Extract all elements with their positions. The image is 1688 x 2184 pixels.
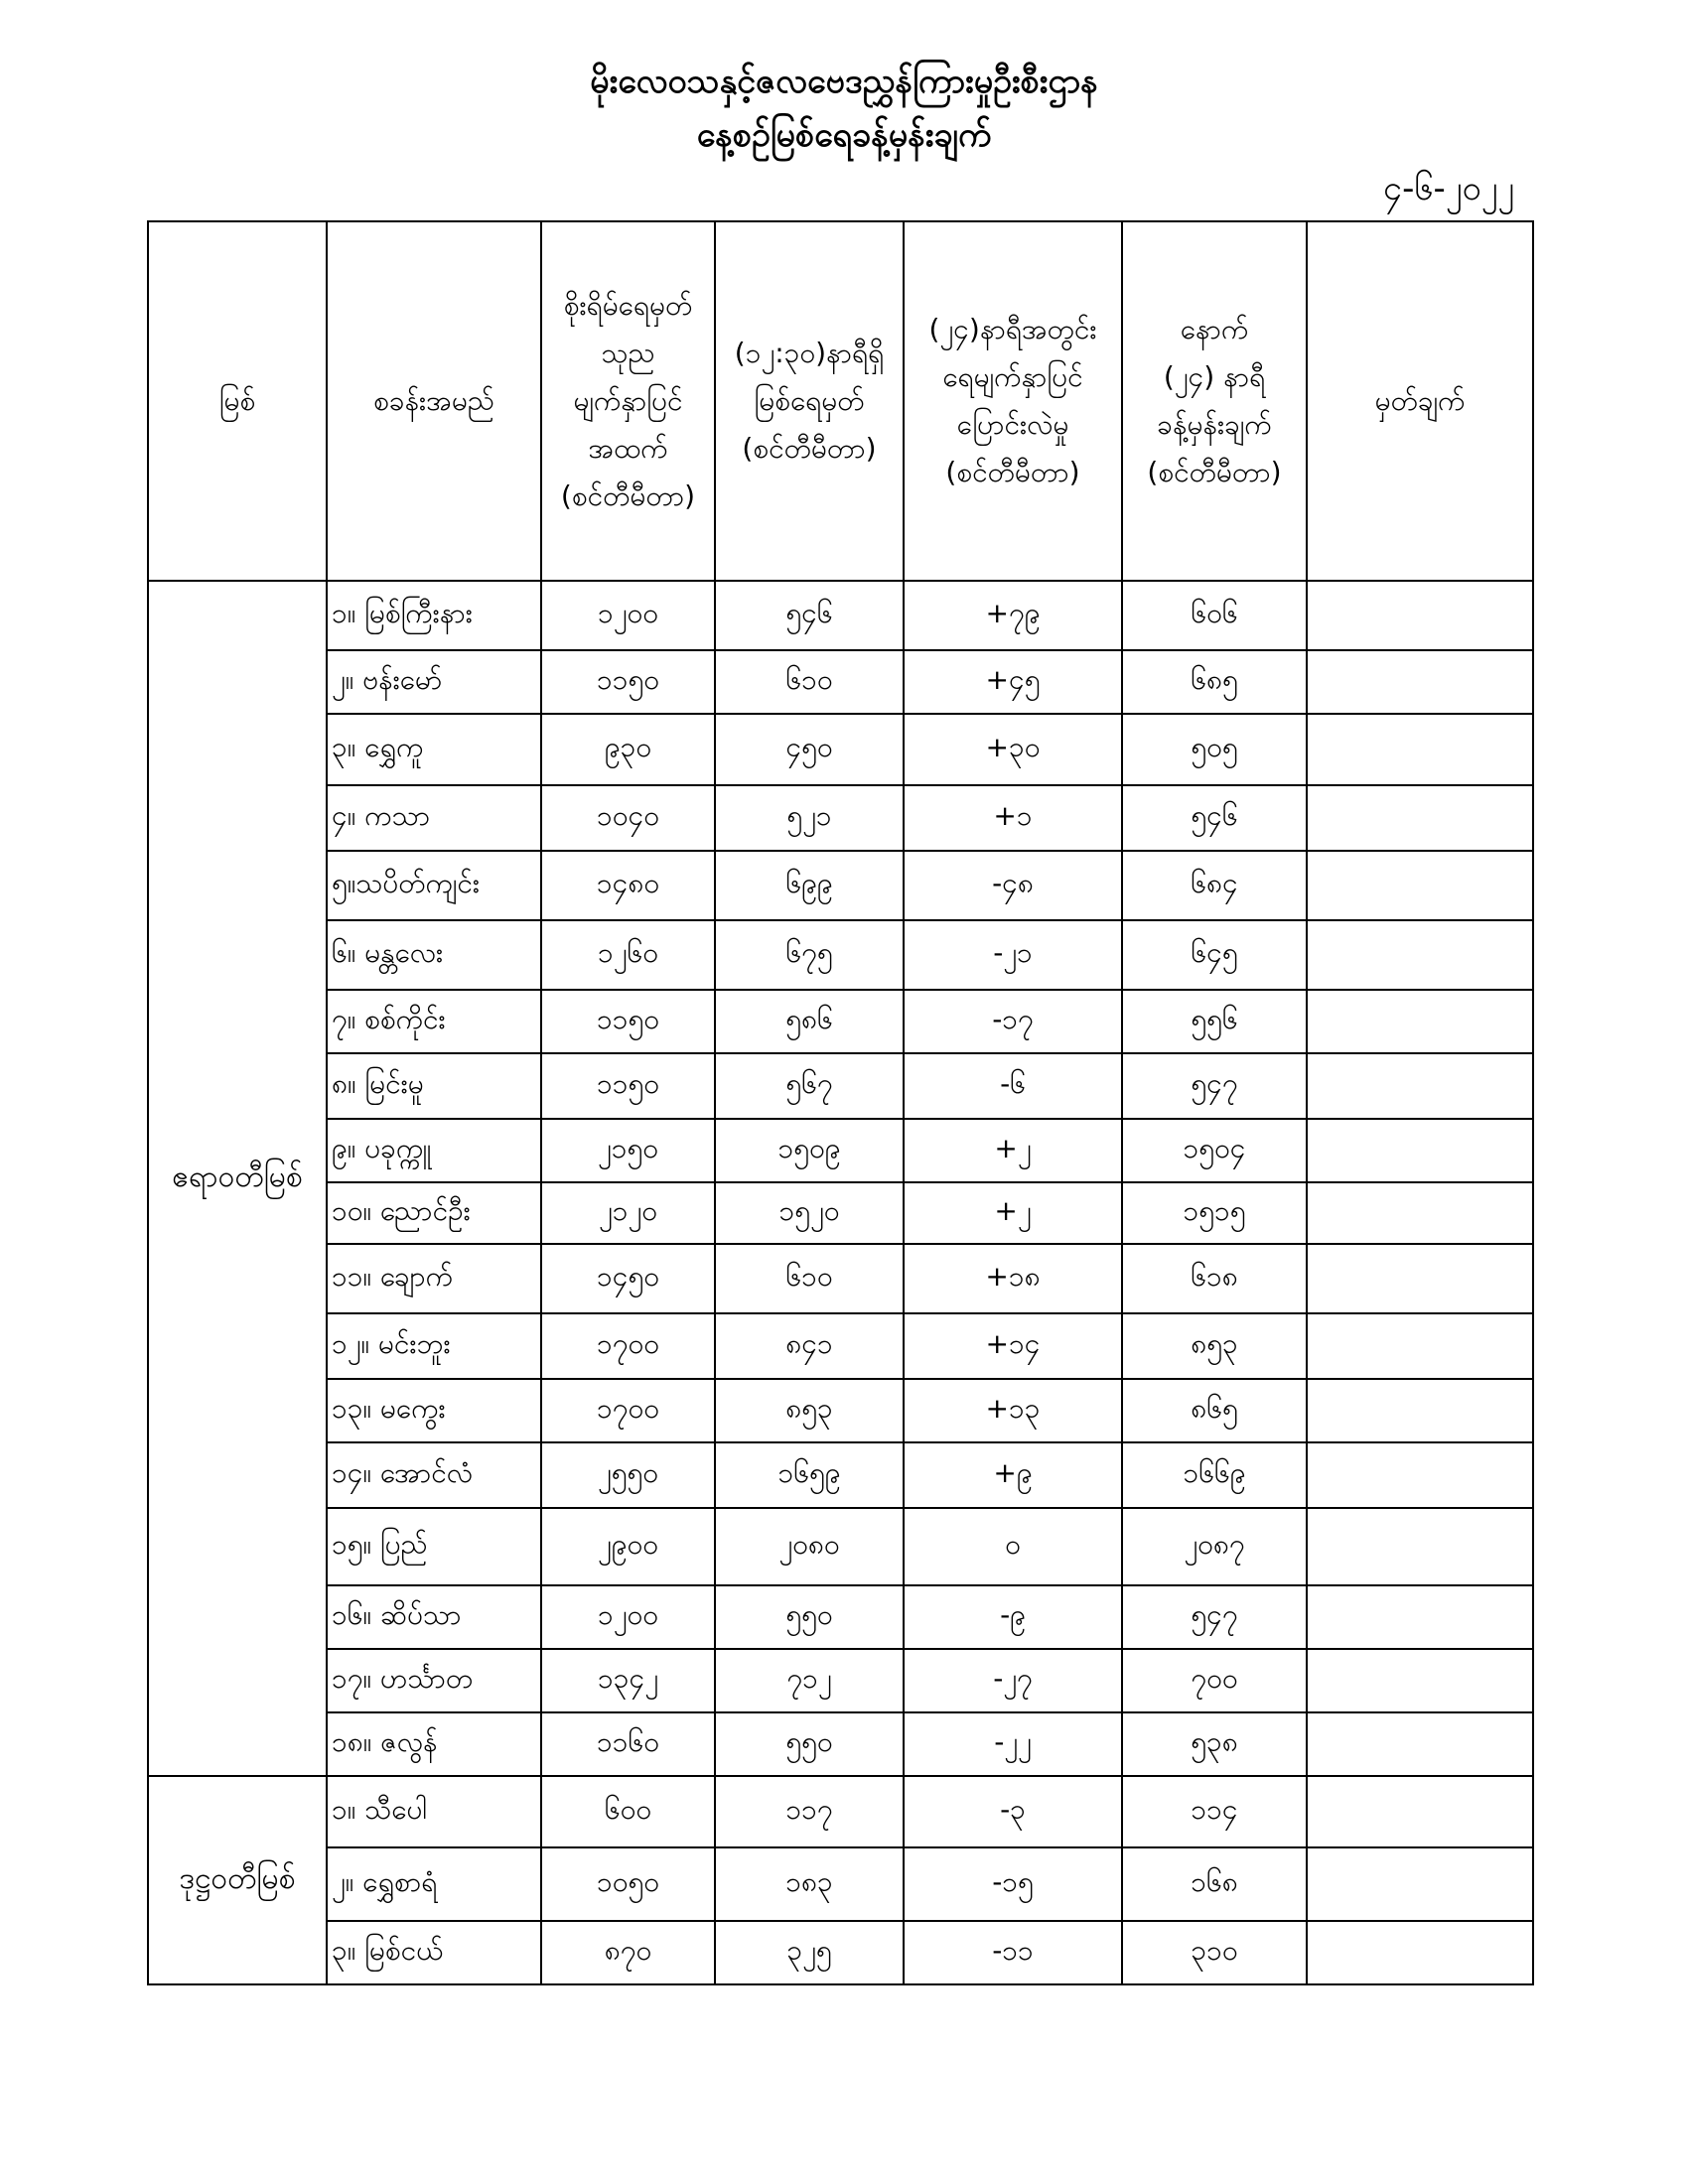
change-cell: -၆ xyxy=(904,1053,1122,1119)
remark-cell xyxy=(1307,1313,1533,1379)
current-level-cell: ၅၄၆ xyxy=(715,581,904,650)
remark-cell xyxy=(1307,1053,1533,1119)
station-name-cell: ၃။ မြစ်ငယ် xyxy=(327,1921,541,1984)
forecast-cell: ၅၅၆ xyxy=(1122,990,1307,1053)
danger-level-cell: ၂၁၂၀ xyxy=(541,1182,715,1244)
current-level-cell: ၈၅၃ xyxy=(715,1379,904,1442)
danger-level-cell: ၁၀၄၀ xyxy=(541,785,715,851)
current-level-cell: ၅၅၀ xyxy=(715,1585,904,1649)
table-row xyxy=(148,1182,1533,1244)
station-name-cell: ၁၇။ ဟင်္သာတ xyxy=(327,1649,541,1712)
column-header-line: အထက် xyxy=(588,432,668,465)
forecast-cell: ၁၆၆၉ xyxy=(1122,1442,1307,1508)
table-row xyxy=(148,1053,1533,1119)
table-row xyxy=(148,714,1533,785)
column-header-line: ရေမျက်နှာပြင် xyxy=(942,360,1083,393)
column-header-line: မျက်နှာပြင် xyxy=(573,384,683,417)
forecast-cell: ၅၄၆ xyxy=(1122,785,1307,851)
change-cell: +၁၃ xyxy=(904,1379,1122,1442)
river-name-cell: ဧရာဝတီမြစ် xyxy=(148,581,327,1776)
column-header-line: မြစ် xyxy=(218,384,256,417)
remark-cell xyxy=(1307,1379,1533,1442)
remark-cell xyxy=(1307,1649,1533,1712)
station-name-cell: ၇။ စစ်ကိုင်း xyxy=(327,990,541,1053)
forecast-cell: ၂၀၈၇ xyxy=(1122,1508,1307,1585)
danger-level-cell: ၁၁၅၀ xyxy=(541,650,715,714)
table-row xyxy=(148,1379,1533,1442)
forecast-cell: ၁၁၄ xyxy=(1122,1776,1307,1847)
remark-cell xyxy=(1307,1847,1533,1921)
forecast-cell: ၁၆၈ xyxy=(1122,1847,1307,1921)
danger-level-cell: ၁၂၀၀ xyxy=(541,1585,715,1649)
station-name-cell: ၂။ ရွှေစာရံ xyxy=(327,1847,541,1921)
forecast-cell: ၈၅၃ xyxy=(1122,1313,1307,1379)
remark-cell xyxy=(1307,1182,1533,1244)
danger-level-cell: ၉၃၀ xyxy=(541,714,715,785)
table-row xyxy=(148,1119,1533,1182)
remark-cell xyxy=(1307,1712,1533,1776)
danger-level-cell: ၁၃၄၂ xyxy=(541,1649,715,1712)
remark-cell xyxy=(1307,1119,1533,1182)
forecast-cell: ၅၃၈ xyxy=(1122,1712,1307,1776)
change-cell: +၄၅ xyxy=(904,650,1122,714)
table-row xyxy=(148,1313,1533,1379)
forecast-cell: ၆၈၅ xyxy=(1122,650,1307,714)
station-name-cell: ၈။ မြင်းမူ xyxy=(327,1053,541,1119)
danger-level-cell: ၂၅၅၀ xyxy=(541,1442,715,1508)
table-row xyxy=(148,1442,1533,1508)
current-level-cell: ၅၅၀ xyxy=(715,1712,904,1776)
remark-cell xyxy=(1307,1244,1533,1313)
danger-level-cell: ၁၂၆၀ xyxy=(541,920,715,990)
remark-cell xyxy=(1307,990,1533,1053)
remark-cell xyxy=(1307,1508,1533,1585)
forecast-cell: ၇၀၀ xyxy=(1122,1649,1307,1712)
change-cell: +၁ xyxy=(904,785,1122,851)
remark-cell xyxy=(1307,581,1533,650)
danger-level-cell: ၁၁၅၀ xyxy=(541,990,715,1053)
column-header-line: စိုးရိမ်ရေမှတ် xyxy=(563,289,693,322)
change-cell: ၀ xyxy=(904,1508,1122,1585)
report-date: ၄-၆-၂၀၂၂ xyxy=(1382,169,1514,208)
danger-level-cell: ၂၁၅၀ xyxy=(541,1119,715,1182)
column-header-line: ခန့်မှန်းချက် xyxy=(1157,408,1272,441)
forecast-cell: ၆၈၄ xyxy=(1122,851,1307,920)
forecast-cell: ၈၆၅ xyxy=(1122,1379,1307,1442)
column-header-line: နောက် xyxy=(1180,313,1249,345)
current-level-cell: ၆၁၀ xyxy=(715,1244,904,1313)
table-row xyxy=(148,920,1533,990)
forecast-cell: ၅၄၇ xyxy=(1122,1585,1307,1649)
table-row xyxy=(148,1847,1533,1921)
remark-cell xyxy=(1307,785,1533,851)
column-header-line: (စင်တီမီတာ) xyxy=(1147,456,1282,488)
column-header-line: မှတ်ချက် xyxy=(1374,384,1466,417)
table-row xyxy=(148,1508,1533,1585)
table-row xyxy=(148,581,1533,650)
column-header-line: (၂၄)နာရီအတွင်း xyxy=(928,313,1097,345)
remark-cell xyxy=(1307,714,1533,785)
forecast-cell: ၅၄၇ xyxy=(1122,1053,1307,1119)
station-name-cell: ၉။ ပခုက္ကူ xyxy=(327,1119,541,1182)
current-level-cell: ၄၅၀ xyxy=(715,714,904,785)
column-header-line: စခန်းအမည် xyxy=(373,384,494,417)
column-header xyxy=(715,221,904,581)
river-name-cell: ဒုဋ္ဌဝတီမြစ် xyxy=(148,1776,327,1984)
page-subtitle: နေ့စဉ်မြစ်ရေခန့်မှန်းချက် xyxy=(696,115,992,155)
table-row xyxy=(148,990,1533,1053)
current-level-cell: ၈၄၁ xyxy=(715,1313,904,1379)
column-header-line: (စင်တီမီတာ) xyxy=(560,479,696,512)
station-name-cell: ၁၀။ ညောင်ဦး xyxy=(327,1182,541,1244)
danger-level-cell: ၁၇၀၀ xyxy=(541,1313,715,1379)
change-cell: +၂ xyxy=(904,1119,1122,1182)
station-name-cell: ၁၈။ ဇလွန် xyxy=(327,1712,541,1776)
change-cell: -၂၇ xyxy=(904,1649,1122,1712)
danger-level-cell: ၁၄၅၀ xyxy=(541,1244,715,1313)
current-level-cell: ၁၆၅၉ xyxy=(715,1442,904,1508)
danger-level-cell: ၁၇၀၀ xyxy=(541,1379,715,1442)
table-row xyxy=(148,1776,1533,1847)
danger-level-cell: ၁၁၆၀ xyxy=(541,1712,715,1776)
change-cell: -၂၂ xyxy=(904,1712,1122,1776)
column-header xyxy=(327,221,541,581)
danger-level-cell: ၁၂၀၀ xyxy=(541,581,715,650)
column-header xyxy=(1307,221,1533,581)
table-row xyxy=(148,1585,1533,1649)
remark-cell xyxy=(1307,1585,1533,1649)
danger-level-cell: ၁၁၅၀ xyxy=(541,1053,715,1119)
change-cell: +၂ xyxy=(904,1182,1122,1244)
station-name-cell: ၁။ သီပေါ xyxy=(327,1776,541,1847)
table-row xyxy=(148,785,1533,851)
station-name-cell: ၆။ မန္တလေး xyxy=(327,920,541,990)
change-cell: +၇၉ xyxy=(904,581,1122,650)
column-header xyxy=(904,221,1122,581)
forecast-cell: ၆၁၈ xyxy=(1122,1244,1307,1313)
station-name-cell: ၄။ ကသာ xyxy=(327,785,541,851)
forecast-cell: ၆၀၆ xyxy=(1122,581,1307,650)
table-row xyxy=(148,650,1533,714)
column-header xyxy=(541,221,715,581)
station-name-cell: ၁၅။ ပြည် xyxy=(327,1508,541,1585)
change-cell: +၉ xyxy=(904,1442,1122,1508)
remark-cell xyxy=(1307,650,1533,714)
current-level-cell: ၁၅၂၀ xyxy=(715,1182,904,1244)
column-header-line: (စင်တီမီတာ) xyxy=(945,456,1080,488)
change-cell: +၁၈ xyxy=(904,1244,1122,1313)
station-name-cell: ၁၁။ ချောက် xyxy=(327,1244,541,1313)
remark-cell xyxy=(1307,1921,1533,1984)
current-level-cell: ၅၈၆ xyxy=(715,990,904,1053)
forecast-cell: ၁၅၁၅ xyxy=(1122,1182,1307,1244)
current-level-cell: ၆၇၅ xyxy=(715,920,904,990)
current-level-cell: ၁၁၇ xyxy=(715,1776,904,1847)
danger-level-cell: ၆၀၀ xyxy=(541,1776,715,1847)
forecast-cell: ၅၀၅ xyxy=(1122,714,1307,785)
station-name-cell: ၅။သပိတ်ကျင်း xyxy=(327,851,541,920)
station-name-cell: ၁၂။ မင်းဘူး xyxy=(327,1313,541,1379)
remark-cell xyxy=(1307,1442,1533,1508)
station-name-cell: ၂။ ဗန်းမော် xyxy=(327,650,541,714)
station-name-cell: ၁၄။ အောင်လံ xyxy=(327,1442,541,1508)
remark-cell xyxy=(1307,920,1533,990)
station-name-cell: ၁၃။ မကွေး xyxy=(327,1379,541,1442)
column-header-line: (၁၂:၃၀)နာရီရှိ xyxy=(734,337,885,369)
current-level-cell: ၅၂၁ xyxy=(715,785,904,851)
current-level-cell: ၃၂၅ xyxy=(715,1921,904,1984)
table-row xyxy=(148,1244,1533,1313)
change-cell: -၁၁ xyxy=(904,1921,1122,1984)
current-level-cell: ၁၈၃ xyxy=(715,1847,904,1921)
header-row xyxy=(148,221,1533,581)
forecast-cell: ၃၁၀ xyxy=(1122,1921,1307,1984)
river-forecast-table xyxy=(147,220,1534,1985)
column-header-line: သုည xyxy=(601,337,655,369)
column-header-line: ပြောင်းလဲမှု xyxy=(956,408,1069,441)
forecast-cell: ၁၅၀၄ xyxy=(1122,1119,1307,1182)
danger-level-cell: ၈၇၀ xyxy=(541,1921,715,1984)
station-name-cell: ၁။ မြစ်ကြီးနား xyxy=(327,581,541,650)
current-level-cell: ၆၉၉ xyxy=(715,851,904,920)
column-header-line: (၂၄) နာရီ xyxy=(1163,360,1266,393)
column-header-line: မြစ်ရေမှတ် xyxy=(754,384,865,417)
table-row xyxy=(148,1649,1533,1712)
table-row xyxy=(148,1921,1533,1984)
danger-level-cell: ၁၄၈၀ xyxy=(541,851,715,920)
change-cell: -၁၇ xyxy=(904,990,1122,1053)
remark-cell xyxy=(1307,851,1533,920)
danger-level-cell: ၁၀၅၀ xyxy=(541,1847,715,1921)
change-cell: -၄၈ xyxy=(904,851,1122,920)
column-header xyxy=(1122,221,1307,581)
change-cell: -၃ xyxy=(904,1776,1122,1847)
station-name-cell: ၁၆။ ဆိပ်သာ xyxy=(327,1585,541,1649)
current-level-cell: ၂၀၈၀ xyxy=(715,1508,904,1585)
table-header xyxy=(148,221,1533,581)
column-header xyxy=(148,221,327,581)
table-row xyxy=(148,851,1533,920)
column-header-line: (စင်တီမီတာ) xyxy=(742,432,877,465)
change-cell: +၁၄ xyxy=(904,1313,1122,1379)
current-level-cell: ၆၁၀ xyxy=(715,650,904,714)
danger-level-cell: ၂၉၀၀ xyxy=(541,1508,715,1585)
change-cell: -၁၅ xyxy=(904,1847,1122,1921)
table-body xyxy=(148,581,1533,1984)
change-cell: +၃၀ xyxy=(904,714,1122,785)
current-level-cell: ၁၅၀၉ xyxy=(715,1119,904,1182)
forecast-cell: ၆၄၅ xyxy=(1122,920,1307,990)
change-cell: -၂၁ xyxy=(904,920,1122,990)
change-cell: -၉ xyxy=(904,1585,1122,1649)
page-title: မိုးလေဝသနှင့်ဇလဗေဒညွှန်ကြားမှုဦးစီးဌာန xyxy=(590,62,1098,101)
current-level-cell: ၇၁၂ xyxy=(715,1649,904,1712)
station-name-cell: ၃။ ရွှေကူ xyxy=(327,714,541,785)
remark-cell xyxy=(1307,1776,1533,1847)
table-row xyxy=(148,1712,1533,1776)
current-level-cell: ၅၆၇ xyxy=(715,1053,904,1119)
